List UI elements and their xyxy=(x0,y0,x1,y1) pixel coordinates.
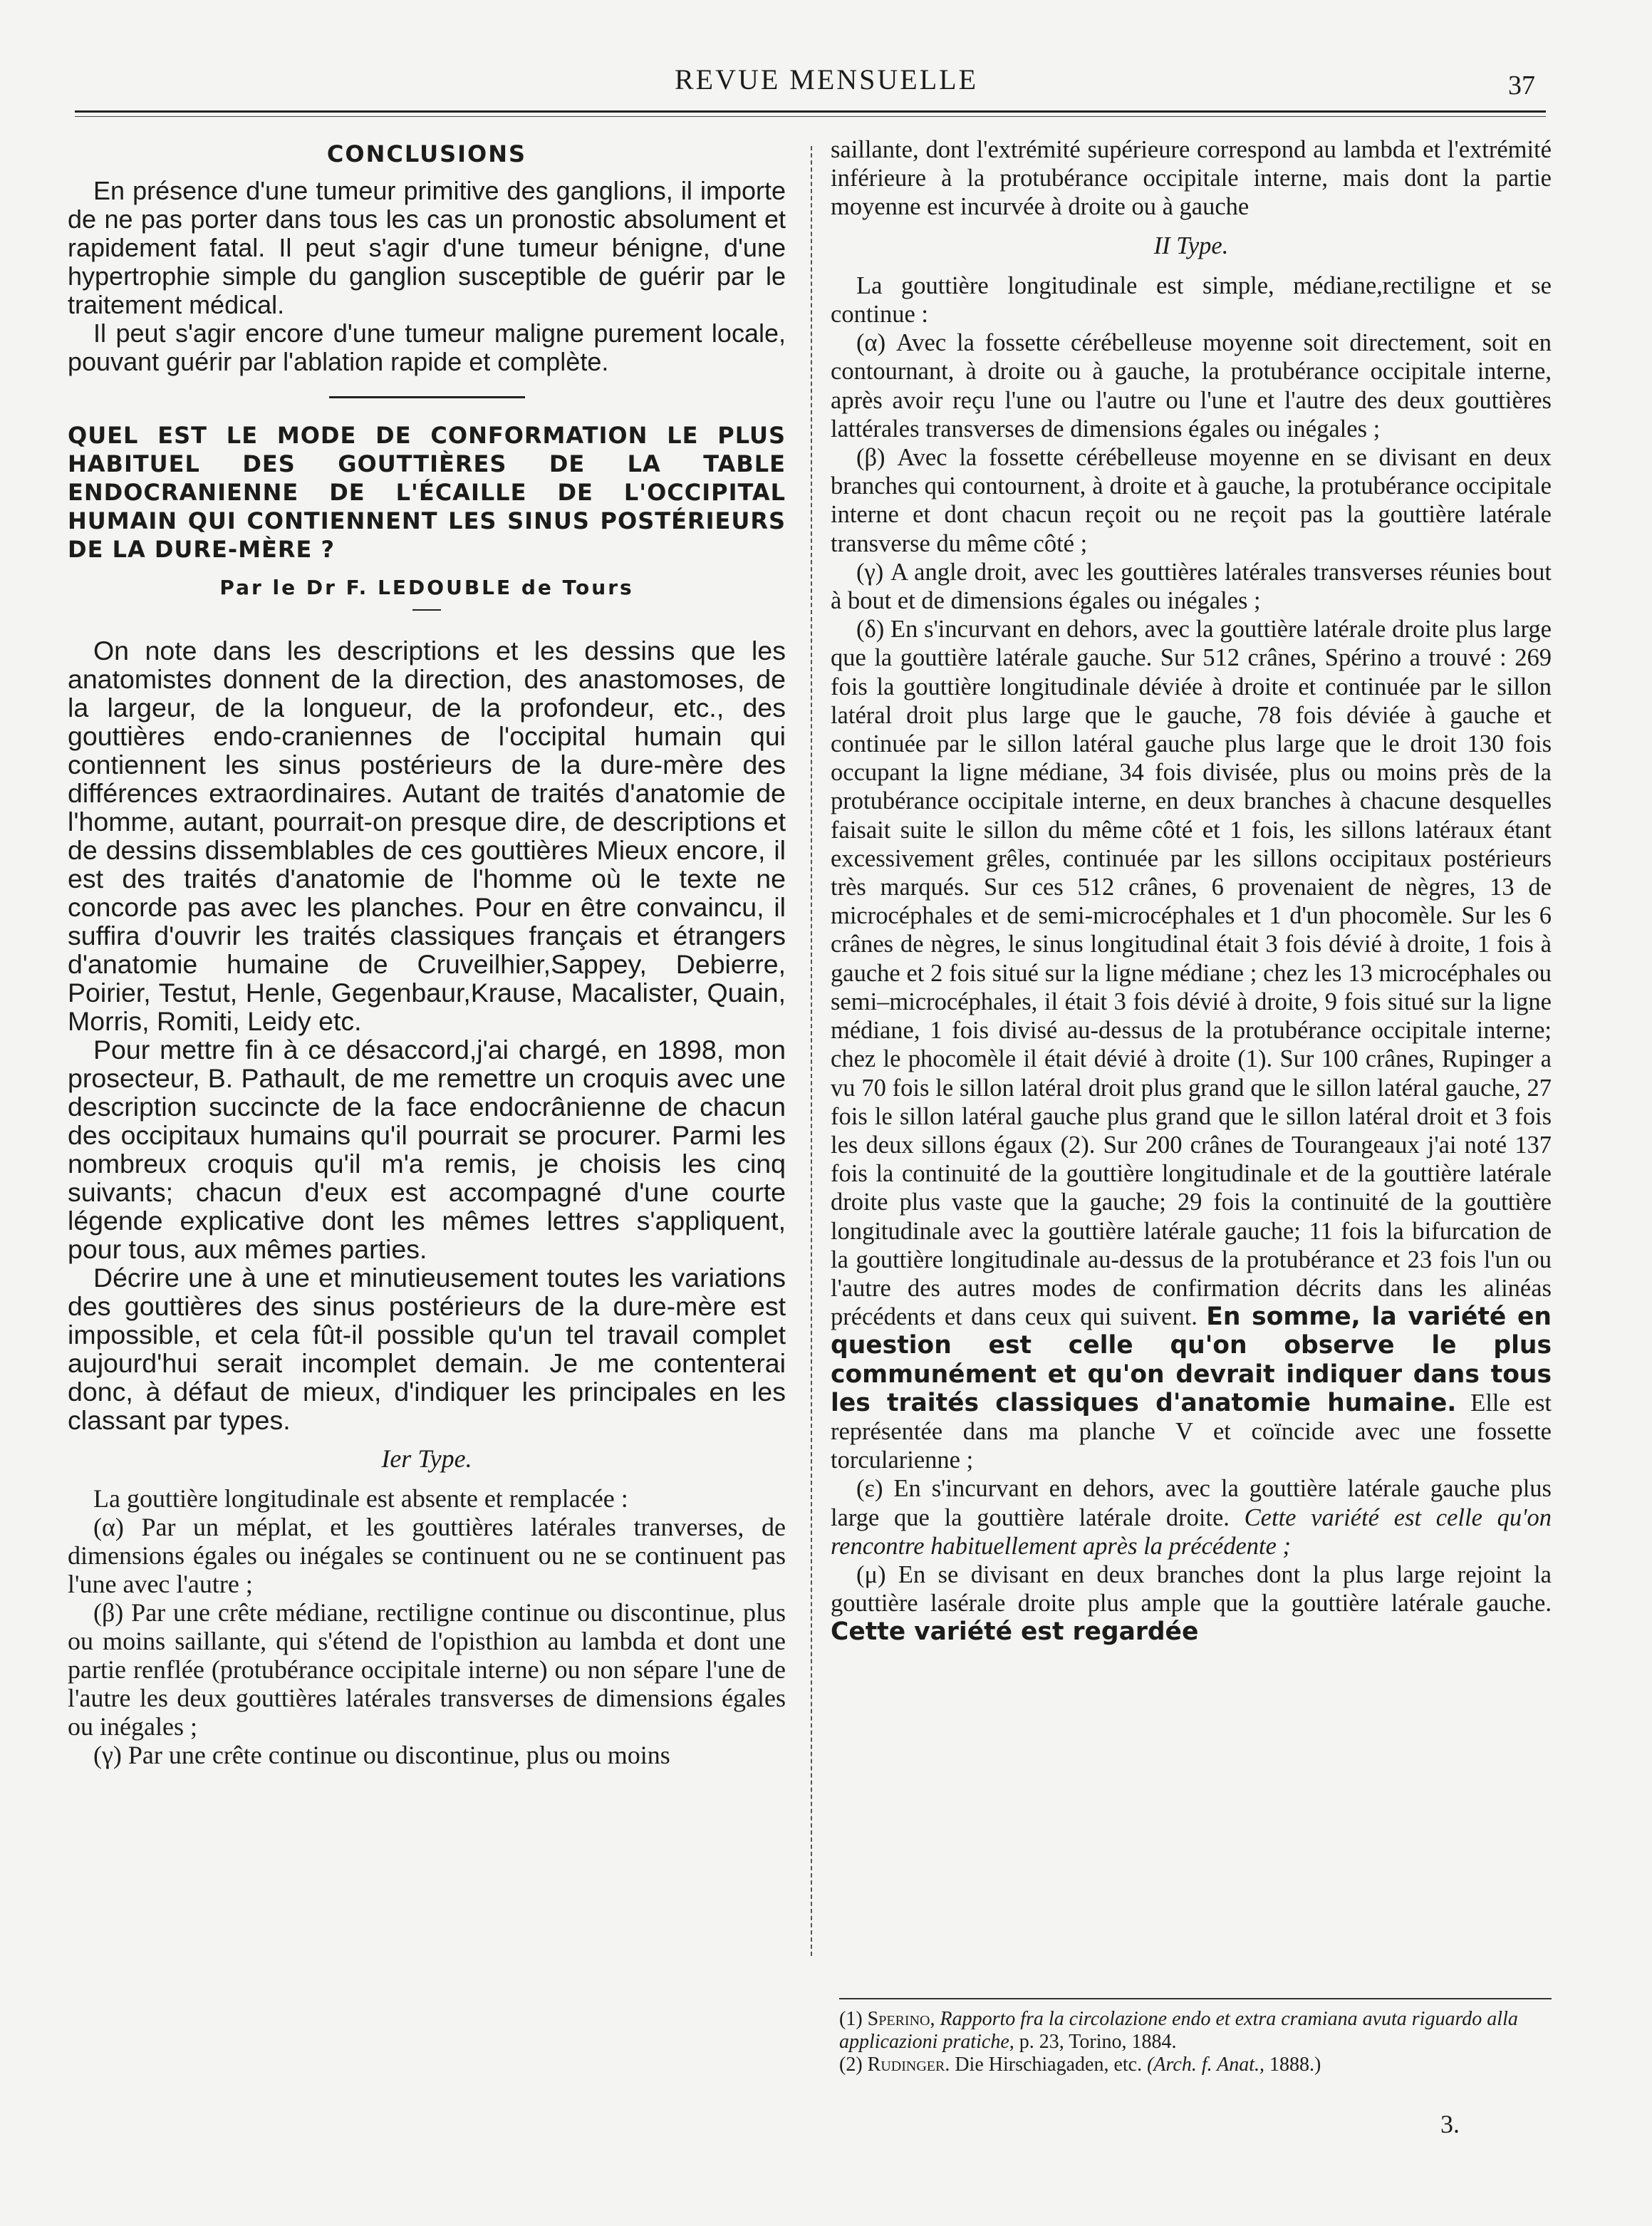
type-1-heading: Ier Type. xyxy=(381,1444,472,1473)
footnote-2-details: 1888.) xyxy=(1269,2054,1321,2076)
article-title: QUEL EST LE MODE DE CONFORMATION LE PLUS HABITUEL DES GOUTTIÈRES DE LA TABLE ENDOCRANIENNE DE L'ÉCAILLE DE L'OCCIPITAL HUMAIN QUI CONTIENNENT LES SINUS POSTÉRIEURS DE LA DURE-MÈRE ? xyxy=(68,422,786,563)
footnote-2-text: Die Hirschiagaden, etc. xyxy=(955,2054,1143,2076)
left-column xyxy=(68,135,786,1769)
type-2-delta-end: Elle est représentée dans ma planche V et coïncide avec une fossette torcularienne ; xyxy=(831,1389,1552,1474)
running-header xyxy=(75,63,1578,105)
type-2-delta-text: (δ) En s'incurvant en dehors, avec la gouttière latérale droite plus large que la gouttière latérale gauche. Sur 512 crânes, Spérino a trouvé : 269 fois la gouttière longitudinale déviée à droite et continuée par le sillon latéral droit plus large que le gauche, 78 fois déviée à gauche et continuée par le sillon latéral gauche plus large que le droit 130 fois occupant la ligne médiane, 34 fois divisée, plus ou moins près de la protubérance occipitale interne, en deux branches à chacune desquelles faisait suite le sillon du même côté et 1 fois, les sillons latéraux étant excessivement grêles, continuée par les sillons occipitaux postérieurs très marqués. Sur ces 512 crânes, 6 provenaient de nègres, 13 de microcéphales et de semi-microcéphales et 1 d'un phocomèle. Sur les 6 crânes de nègres, le sinus longitudinal était 3 fois dévié à droite, 1 fois à gauche et 2 fois situé sur la ligne médiane ; chez les 13 microcéphales ou semi–microcéphales, il était 3 fois dévié à droite, 9 fois situé sur la ligne médiane, 1 fois divisé au-dessus de la protubérance occipitale interne; chez le phocomèle il était dévié à droite (1). Sur 100 crânes, Rupinger a vu 70 fois le sillon latéral droit plus grand que le sillon latéral gauche, 27 fois le sillon latéral gauche plus grand que le sillon latéral droit et 3 fois les deux sillons égaux (2). Sur 200 crânes de Tourangeaux j'ai noté 137 fois la continuité de la gouttière longitudinale et de la gouttière latérale droite plus vaste que la gauche; 29 fois la continuité de la gouttière longitudinale avec la gouttière latérale gauche; 11 fois la bifurcation de la gouttière longitudinale au-dessus de la protubérance et 23 fois l'un ou l'autre des autres modes de confirmation décrits dans les alinéas précédents et dans ceux qui suivent. xyxy=(831,616,1552,1331)
type-1-gamma: (γ) Par une crête continue ou discontinue, plus ou moins xyxy=(93,1741,670,1769)
type-2-heading: II Type. xyxy=(1153,232,1229,259)
footnote-1-details: p. 23, Torino, 1884. xyxy=(1019,2031,1177,2053)
type-2-epsilon-text: (ε) En s'incurvant en dehors, avec la gouttière latérale gauche plus large que la gouttière latérale droite. xyxy=(831,1475,1552,1531)
journal-title: REVUE MENSUELLE xyxy=(674,63,979,95)
body-paragraph-3: Décrire une à une et minutieusement toutes les variations des gouttières des sinus postérieurs de la dure-mère est impossible, et cela fût-il possible qu'un tel travail complet aujourd'hui serait incomplet demain. Je me contenterai donc, à défaut de mieux, d'indiquer les principales en les classant par types. xyxy=(68,1263,786,1435)
signature-mark: 3. xyxy=(1440,2110,1460,2138)
footnote-1-author: Sperino, xyxy=(867,2008,935,2030)
footnote-1 xyxy=(839,2008,1552,2054)
footnote-2-number: (2) xyxy=(839,2054,863,2076)
body-paragraph-2: Pour mettre fin à ce désaccord,j'ai chargé, en 1898, mon prosecteur, B. Pathault, de me remettre un croquis avec une description succincte de la face endocrânienne de chacun des occipitaux humains qu'il pourrait se procurer. Parmi les nombreux croquis qu'il m'a remis, je choisis les cinq suivants; chacun d'eux est accompagné d'une courte légende explicative dont les mêmes lettres s'appliquent, pour tous, aux mêmes parties. xyxy=(68,1035,786,1264)
type-2-delta-emphasis: En somme, la variété en question est celle qu'on observe le plus communément et qu'on devrait indiquer dans tous les traités classiques d'anatomie humaine. xyxy=(831,1303,1552,1417)
type-2-epsilon xyxy=(831,1474,1552,1560)
type-2-mu-text: (μ) En se divisant en deux branches dont la plus large rejoint la gouttière lasérale droite plus ample que la gouttière latérale gauche. xyxy=(831,1560,1552,1617)
continuation-paragraph: saillante, dont l'extrémité supérieure correspond au lambda et l'extrémité inférieure à la protubérance occipitale interne, mais dont la partie moyenne est incurvée à droite ou à gauche xyxy=(831,136,1552,221)
section-separator xyxy=(329,396,525,398)
conclusions-paragraph-2: Il peut s'agir encore d'une tumeur maligne purement locale, pouvant guérir par l'ablation rapide et complète. xyxy=(68,319,786,376)
conclusions-heading: CONCLUSIONS xyxy=(326,140,527,167)
header-rule-thin xyxy=(75,116,1546,117)
type-2-beta: (β) Avec la fossette cérébelleuse moyenne en se divisant en deux branches qui contournent, à droite et à gauche, la protubérance occipitale interne et dont chacun reçoit ou ne reçoit pas la gouttière latérale transverse du même côté ; xyxy=(831,444,1552,557)
type-1-beta: (β) Par une crête médiane, rectiligne continue ou discontinue, plus ou moins saillante, qui s'étend de l'opisthion au lambda et dont une partie renflée (protubérance occipitale interne) ou non sépare l'une de l'autre les deux gouttières latérales transverses de dimensions égales ou inégales ; xyxy=(68,1598,786,1741)
header-rule xyxy=(75,110,1546,113)
type-2-delta xyxy=(831,615,1552,1474)
type-2-mu-emphasis: Cette variété est regardée xyxy=(831,1617,1199,1647)
type-1-alpha: (α) Par un méplat, et les gouttières latérales tranverses, de dimensions égales ou inégales se continuent ou ne se continuent pas l'une avec l'autre ; xyxy=(68,1513,786,1598)
type-2-gamma: (γ) A angle droit, avec les gouttières latérales transverses réunies bout à bout et de dimensions égales ou inégales ; xyxy=(831,558,1552,615)
type-2-intro: La gouttière longitudinale est simple, médiane,rectiligne et se continue : xyxy=(831,271,1552,328)
type-2-alpha: (α) Avec la fossette cérébelleuse moyenne soit directement, soit en contournant, à droite ou à gauche, la protubérance occipitale interne, après avoir reçu l'une ou l'autre ou l'une et l'autre des deux gouttières lattérales transverses de dimensions égales ou inégales ; xyxy=(831,329,1552,442)
type-1-intro: La gouttière longitudinale est absente et remplacée : xyxy=(93,1484,628,1513)
footnote-2 xyxy=(839,2054,1552,2076)
type-2-epsilon-italic: Cette variété est celle qu'on rencontre habituellement après la précédente ; xyxy=(831,1503,1552,1560)
body-paragraph-1: On note dans les descriptions et les dessins que les anatomistes donnent de la direction, des anastomoses, de la largeur, de la longueur, de la profondeur, etc., des gouttières endo-craniennes de l'occipital humain qui contiennent les sinus postérieurs de la dure-mère des différences extraordinaires. Autant de traités d'anatomie de l'homme, autant, pourrait-on presque dire, de descriptions et de dessins dissemblables de ces gouttières Mieux encore, il est des traités d'anatomie de l'homme où le texte ne concorde pas avec les planches. Pour en être convaincu, il suffira d'ouvrir les traités classiques français et étrangers d'anatomie humaine de Cruveilhier,Sappey, Debierre, Poirier, Testut, Henle, Gegenbaur,Krause, Macalister, Quain, Morris, Romiti, Leidy etc. xyxy=(68,636,786,1036)
footnote-1-number: (1) xyxy=(839,2008,863,2030)
footnote-2-author: Rudinger. xyxy=(867,2054,950,2076)
author-separator xyxy=(412,609,441,611)
footnotes xyxy=(839,2008,1552,2076)
right-column xyxy=(831,135,1552,1647)
column-divider xyxy=(811,146,812,1956)
article-author: Par le Dr F. LEDOUBLE de Tours xyxy=(219,576,634,599)
type-2-mu xyxy=(831,1560,1552,1647)
footnote-rule xyxy=(839,1998,1552,1999)
footnote-2-journal: (Arch. f. Anat., xyxy=(1147,2054,1264,2076)
footnote-1-title: Rapporto fra la circolazione endo et extra cramiana avuta riguardo alla applicazioni pratiche, xyxy=(839,2008,1518,2053)
page-number: 37 xyxy=(1508,71,1535,100)
conclusions-paragraph-1: En présence d'une tumeur primitive des ganglions, il importe de ne pas porter dans tous les cas un pronostic absolument et rapidement fatal. Il peut s'agir d'une tumeur bénigne, d'une hypertrophie simple du ganglion susceptible de guérir par le traitement médical. xyxy=(68,176,786,319)
